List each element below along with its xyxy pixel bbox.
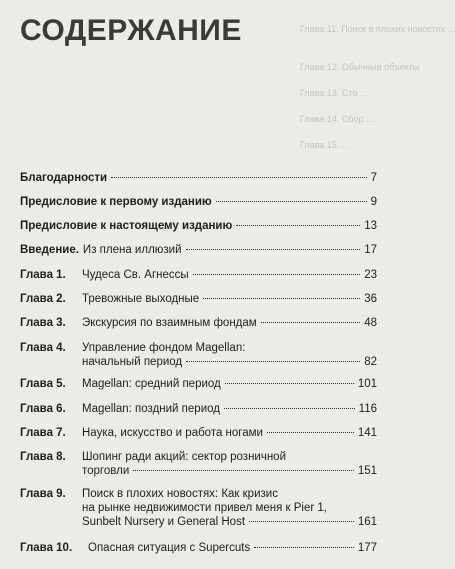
leader-dots bbox=[186, 361, 360, 362]
page-number: 13 bbox=[364, 220, 377, 232]
entry-title-line: торговли bbox=[82, 465, 130, 477]
entry-label: Глава 4. bbox=[20, 342, 66, 354]
entry-title: Magellan: средний период bbox=[82, 378, 221, 390]
leader-dots bbox=[249, 521, 354, 522]
toc-entry-acknowledgements[interactable] bbox=[20, 171, 377, 185]
entry-label: Предисловие к настоящему изданию bbox=[20, 220, 233, 232]
toc-entry-chapter-2[interactable] bbox=[20, 292, 377, 306]
toc-entry-chapter-5[interactable] bbox=[20, 377, 377, 391]
ghost-line: Глава 13. Сто ... bbox=[300, 88, 368, 98]
entry-title-line: Поиск в плохих новостях: Как кризис bbox=[82, 488, 278, 500]
entry-label: Глава 5. bbox=[20, 378, 66, 390]
entry-label: Благодарности bbox=[20, 172, 108, 184]
entry-label: Глава 1. bbox=[20, 269, 66, 281]
toc-entry-chapter-1[interactable] bbox=[20, 268, 377, 282]
page-number: 161 bbox=[357, 516, 377, 528]
toc-entry-chapter-10[interactable] bbox=[20, 541, 377, 555]
leader-dots bbox=[224, 408, 355, 409]
entry-title: Чудеса Св. Агнессы bbox=[82, 269, 189, 281]
entry-title: Опасная ситуация с Supercuts bbox=[88, 542, 251, 554]
page-number: 9 bbox=[370, 196, 377, 208]
entry-title: Magellan: поздний период bbox=[82, 403, 220, 415]
leader-dots bbox=[236, 225, 360, 226]
page-number: 151 bbox=[357, 465, 377, 477]
page-number: 7 bbox=[370, 172, 377, 184]
toc-entry-chapter-8[interactable] bbox=[20, 450, 377, 478]
leader-dots bbox=[186, 249, 361, 250]
ghost-line: Глава 12. Обычные объекты bbox=[300, 62, 420, 72]
leader-dots bbox=[216, 201, 367, 202]
leader-dots bbox=[111, 177, 366, 178]
entry-title: Из плена иллюзий bbox=[82, 244, 182, 256]
page-number: 48 bbox=[364, 317, 377, 329]
entry-label: Глава 2. bbox=[20, 293, 66, 305]
page-title: СОДЕРЖАНИЕ bbox=[20, 14, 242, 47]
ghost-line: Глава 14. Сбор ... bbox=[300, 114, 374, 124]
leader-dots bbox=[267, 432, 354, 433]
entry-title-line: Управление фондом Magellan: bbox=[82, 342, 246, 354]
entry-title-line: Sunbelt Nursery и General Host bbox=[82, 516, 246, 528]
entry-title: Экскурсия по взаимным фондам bbox=[82, 317, 257, 329]
entry-label: Глава 10. bbox=[20, 542, 73, 554]
entry-label: Глава 6. bbox=[20, 403, 66, 415]
leader-dots bbox=[193, 274, 361, 275]
entry-label: Введение. bbox=[20, 244, 79, 256]
entry-title-line: начальный период bbox=[82, 356, 183, 368]
toc-entry-chapter-7[interactable] bbox=[20, 426, 377, 440]
toc-entry-preface-first[interactable] bbox=[20, 195, 377, 209]
page-number: 82 bbox=[364, 356, 377, 368]
entry-label: Глава 3. bbox=[20, 317, 66, 329]
entry-title: Наука, искусство и работа ногами bbox=[82, 427, 263, 439]
toc-entry-chapter-4[interactable] bbox=[20, 341, 377, 369]
page-number: 36 bbox=[364, 293, 377, 305]
toc-entry-chapter-6[interactable] bbox=[20, 402, 377, 416]
entry-title: Тревожные выходные bbox=[82, 293, 200, 305]
entry-label: Предисловие к первому изданию bbox=[20, 196, 212, 208]
page-number: 141 bbox=[357, 427, 377, 439]
leader-dots bbox=[254, 547, 354, 548]
leader-dots bbox=[225, 383, 354, 384]
toc-entry-introduction[interactable] bbox=[20, 243, 377, 257]
entry-title-line: на рынке недвижимости привел меня к Pier 1, bbox=[82, 502, 327, 514]
entry-label: Глава 8. bbox=[20, 451, 66, 463]
ghost-line: Глава 11. Поиск в плохих новостях ... bbox=[300, 24, 455, 34]
entry-label: Глава 9. bbox=[20, 488, 66, 500]
page-number: 23 bbox=[364, 269, 377, 281]
ghost-line: Глава 15. ... bbox=[300, 140, 350, 150]
toc-entry-preface-current[interactable] bbox=[20, 219, 377, 233]
leader-dots bbox=[133, 470, 354, 471]
entry-label: Глава 7. bbox=[20, 427, 66, 439]
page-number: 17 bbox=[364, 244, 377, 256]
toc-entry-chapter-9[interactable] bbox=[20, 487, 377, 529]
toc-entry-chapter-3[interactable] bbox=[20, 316, 377, 330]
page-number: 101 bbox=[357, 378, 377, 390]
leader-dots bbox=[261, 322, 361, 323]
page-number: 116 bbox=[358, 403, 377, 415]
page-number: 177 bbox=[357, 542, 377, 554]
leader-dots bbox=[203, 298, 360, 299]
entry-title-line: Шопинг ради акций: сектор розничной bbox=[82, 451, 287, 463]
